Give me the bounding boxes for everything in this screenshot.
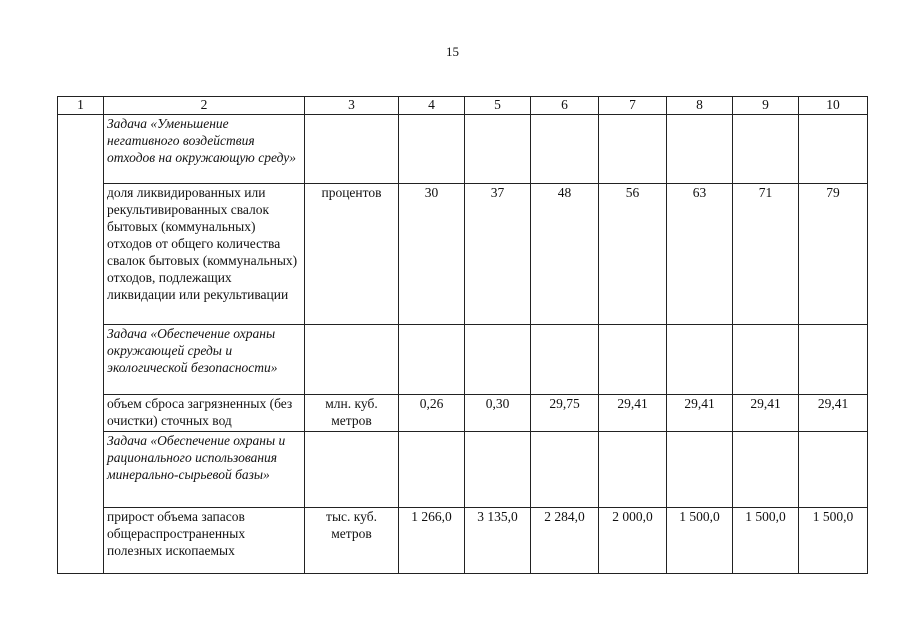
value-cell xyxy=(531,115,599,184)
table-row xyxy=(58,432,868,508)
unit-cell xyxy=(305,432,399,508)
value-cell: 1 500,0 xyxy=(799,508,868,574)
column-header: 9 xyxy=(733,97,799,115)
value-cell: 48 xyxy=(531,184,599,325)
column-header: 4 xyxy=(399,97,465,115)
value-cell xyxy=(733,325,799,395)
column-header: 7 xyxy=(599,97,667,115)
value-cell xyxy=(399,115,465,184)
column-header: 8 xyxy=(667,97,733,115)
unit-cell: тыс. куб. метров xyxy=(305,508,399,574)
page-number: 15 xyxy=(446,44,459,59)
value-cell: 2 284,0 xyxy=(531,508,599,574)
table-row xyxy=(58,325,868,395)
unit-cell: процентов xyxy=(305,184,399,325)
value-cell: 29,41 xyxy=(599,395,667,432)
table-row xyxy=(58,395,868,432)
value-cell: 63 xyxy=(667,184,733,325)
value-cell xyxy=(799,115,868,184)
table-row xyxy=(58,115,868,184)
value-cell: 0,26 xyxy=(399,395,465,432)
value-cell xyxy=(733,115,799,184)
value-cell: 1 500,0 xyxy=(667,508,733,574)
value-cell: 56 xyxy=(599,184,667,325)
value-cell: 2 000,0 xyxy=(599,508,667,574)
column-header: 5 xyxy=(465,97,531,115)
indicator-name: прирост объема запасов общераспространенных полезных ископаемых xyxy=(104,508,305,574)
row-number-cell xyxy=(58,115,104,574)
unit-cell xyxy=(305,325,399,395)
task-name: Задача «Обеспечение охраны и рационального использования минерально-сырьевой базы» xyxy=(104,432,305,508)
value-cell xyxy=(531,432,599,508)
value-cell xyxy=(465,432,531,508)
value-cell xyxy=(799,325,868,395)
table-row xyxy=(58,508,868,574)
value-cell: 3 135,0 xyxy=(465,508,531,574)
value-cell xyxy=(531,325,599,395)
value-cell: 0,30 xyxy=(465,395,531,432)
value-cell: 37 xyxy=(465,184,531,325)
header-row xyxy=(58,97,868,115)
task-name: Задача «Уменьшение негативного воздействия отходов на окружающую среду» xyxy=(104,115,305,184)
unit-cell xyxy=(305,115,399,184)
indicator-name: доля ликвидированных или рекультивированных свалок бытовых (коммунальных) отходов от общего количества свалок бытовых (коммунальных) отходов, подлежащих ликвидации или рекультивации xyxy=(104,184,305,325)
value-cell xyxy=(465,115,531,184)
column-header: 10 xyxy=(799,97,868,115)
value-cell xyxy=(399,325,465,395)
column-header: 1 xyxy=(58,97,104,115)
value-cell xyxy=(465,325,531,395)
value-cell: 29,75 xyxy=(531,395,599,432)
value-cell: 29,41 xyxy=(733,395,799,432)
value-cell xyxy=(667,432,733,508)
value-cell: 29,41 xyxy=(799,395,868,432)
value-cell: 1 500,0 xyxy=(733,508,799,574)
column-header: 2 xyxy=(104,97,305,115)
column-header: 3 xyxy=(305,97,399,115)
value-cell: 79 xyxy=(799,184,868,325)
value-cell: 30 xyxy=(399,184,465,325)
value-cell xyxy=(799,432,868,508)
table-row xyxy=(58,184,868,325)
unit-cell: млн. куб. метров xyxy=(305,395,399,432)
value-cell xyxy=(667,325,733,395)
value-cell: 29,41 xyxy=(667,395,733,432)
value-cell xyxy=(667,115,733,184)
indicator-name: объем сброса загрязненных (без очистки) сточных вод xyxy=(104,395,305,432)
value-cell: 1 266,0 xyxy=(399,508,465,574)
value-cell xyxy=(599,432,667,508)
value-cell xyxy=(599,325,667,395)
value-cell: 71 xyxy=(733,184,799,325)
column-header: 6 xyxy=(531,97,599,115)
value-cell xyxy=(399,432,465,508)
indicators-table xyxy=(57,96,868,574)
value-cell xyxy=(599,115,667,184)
value-cell xyxy=(733,432,799,508)
task-name: Задача «Обеспечение охраны окружающей среды и экологической безопасности» xyxy=(104,325,305,395)
